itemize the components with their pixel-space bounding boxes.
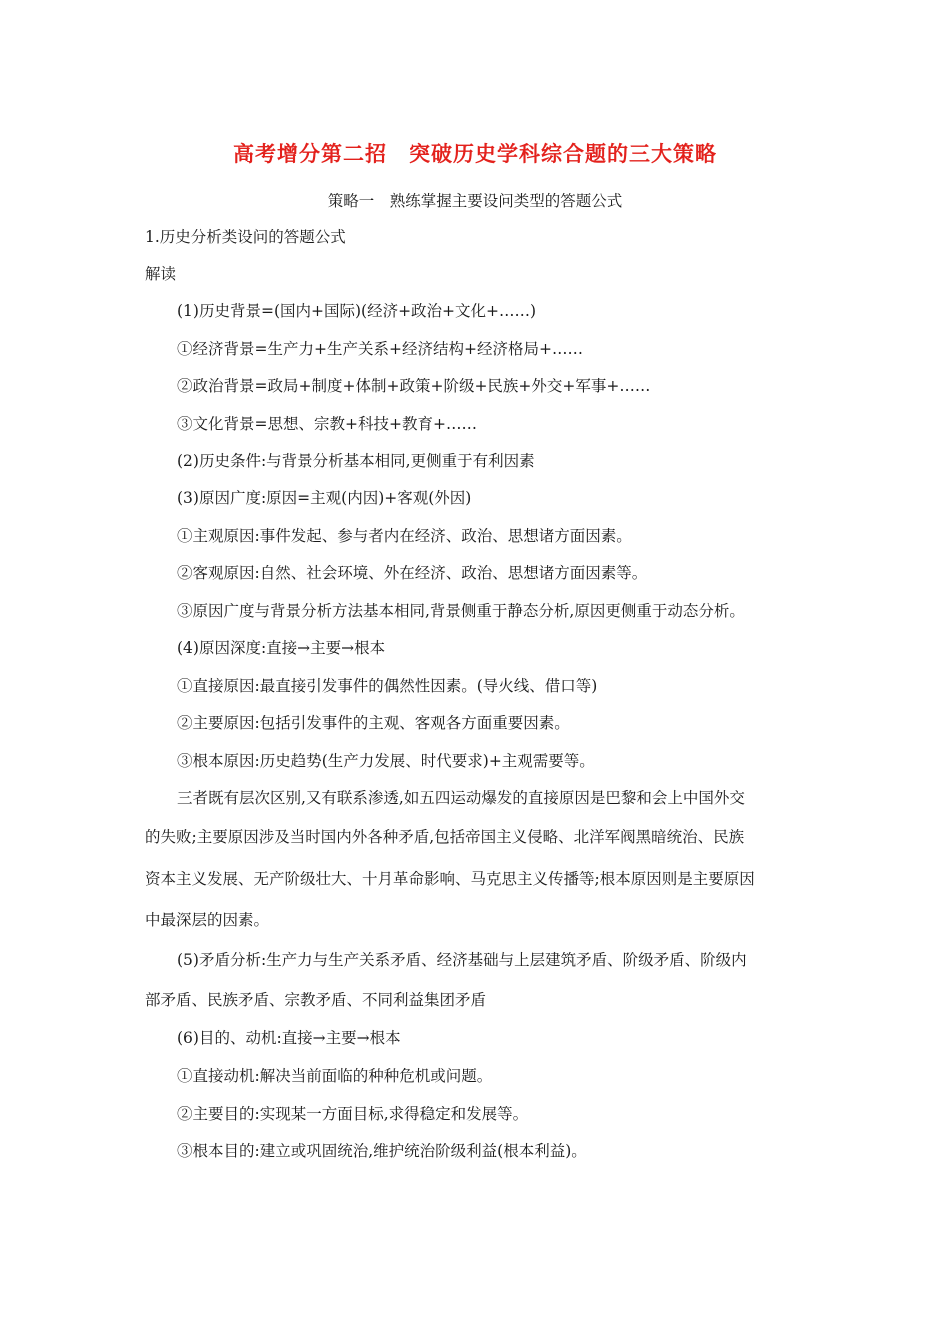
text-line: ③原因广度与背景分析方法基本相同,背景侧重于静态分析,原因更侧重于动态分析。 (177, 602, 745, 620)
text-line: ②主要原因:包括引发事件的主观、客观各方面重要因素。 (177, 714, 570, 732)
text-line: ③根本目的:建立或巩固统治,维护统治阶级利益(根本利益)。 (177, 1142, 587, 1160)
text-line: ①经济背景=生产力+生产关系+经济结构+经济格局+…… (177, 340, 583, 358)
text-line: 部矛盾、民族矛盾、宗教矛盾、不同利益集团矛盾 (145, 991, 487, 1009)
text-line: 中最深层的因素。 (145, 911, 270, 929)
text-line: 的失败;主要原因涉及当时国内外各种矛盾,包括帝国主义侵略、北洋军阀黑暗统治、民族 (145, 828, 745, 846)
text-line: ②客观原因:自然、社会环境、外在经济、政治、思想诸方面因素等。 (177, 564, 648, 582)
text-line: ①主观原因:事件发起、参与者内在经济、政治、思想诸方面因素。 (177, 527, 632, 545)
text-line: ①直接原因:最直接引发事件的偶然性因素。(导火线、借口等) (177, 677, 598, 695)
text-line: 三者既有层次区别,又有联系渗透,如五四运动爆发的直接原因是巴黎和会上中国外交 (177, 789, 745, 807)
intro-label: 解读 (145, 265, 177, 283)
text-line: (3)原因广度:原因=主观(内因)+客观(外因) (177, 489, 472, 507)
text-line: ①直接动机:解决当前面临的种种危机或问题。 (177, 1067, 493, 1085)
text-line: 资本主义发展、无产阶级壮大、十月革命影响、马克思主义传播等;根本原因则是主要原因 (145, 870, 755, 888)
text-line: (2)历史条件:与背景分析基本相同,更侧重于有利因素 (177, 452, 535, 470)
text-line: ②政治背景=政局+制度+体制+政策+阶级+民族+外交+军事+…… (177, 377, 651, 395)
section-heading: 1.历史分析类设问的答题公式 (145, 228, 346, 246)
text-line: ③文化背景=思想、宗教+科技+教育+…… (177, 415, 477, 433)
text-line: ③根本原因:历史趋势(生产力发展、时代要求)+主观需要等。 (177, 752, 595, 770)
text-line: (6)目的、动机:直接→主要→根本 (177, 1029, 401, 1047)
text-line: (5)矛盾分析:生产力与生产关系矛盾、经济基础与上层建筑矛盾、阶级矛盾、阶级内 (177, 951, 747, 969)
text-line: (1)历史背景=(国内+国际)(经济+政治+文化+……) (177, 302, 537, 320)
document-title: 高考增分第二招 突破历史学科综合题的三大策略 (233, 141, 717, 166)
text-line: ②主要目的:实现某一方面目标,求得稳定和发展等。 (177, 1105, 529, 1123)
strategy-subtitle: 策略一 熟练掌握主要设问类型的答题公式 (327, 192, 623, 210)
text-line: (4)原因深度:直接→主要→根本 (177, 639, 386, 657)
